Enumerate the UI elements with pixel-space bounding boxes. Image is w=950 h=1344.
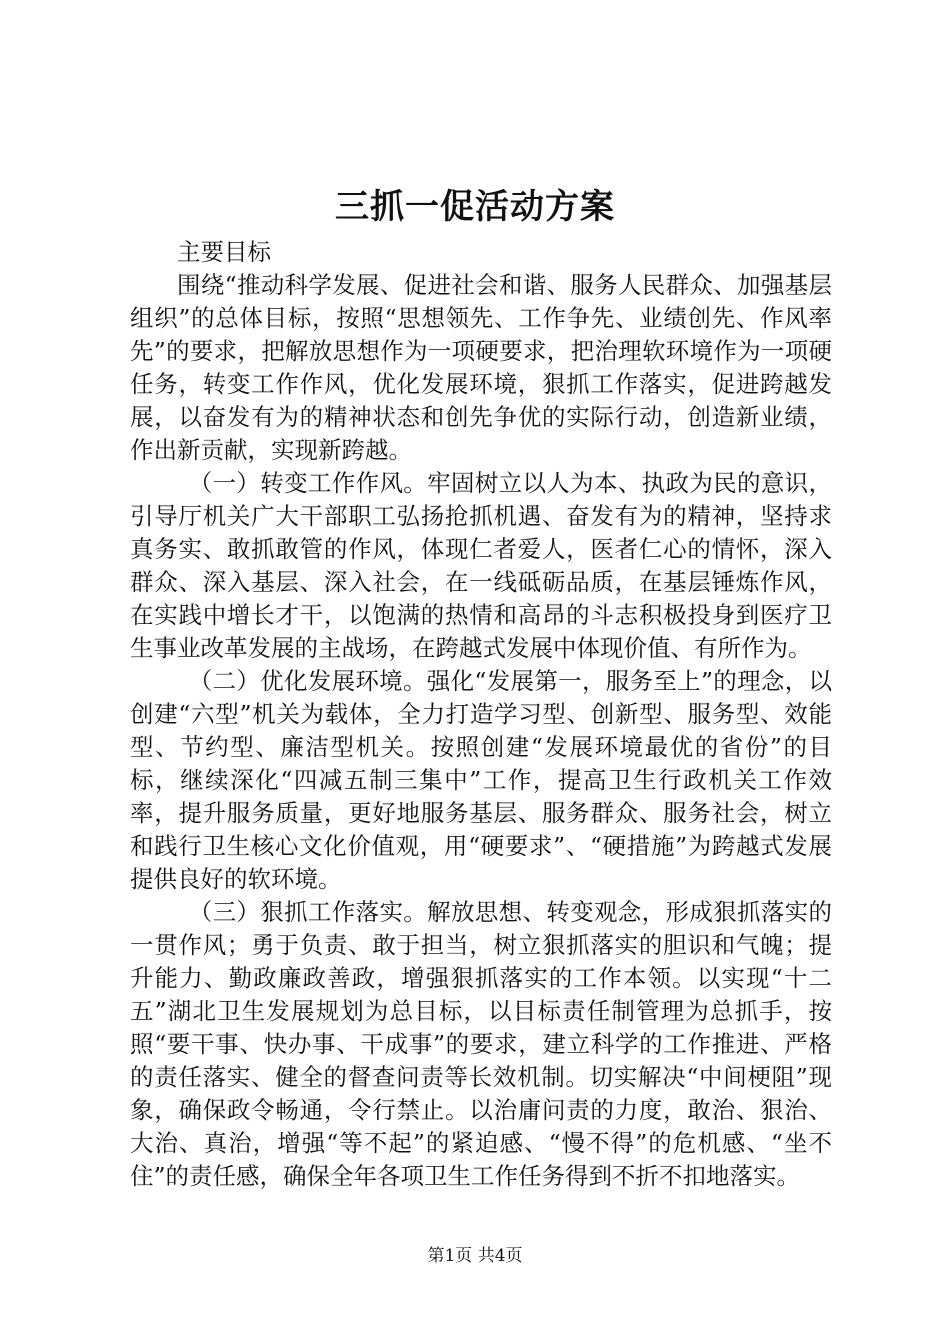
section-heading-main-goal: 主要目标 bbox=[177, 238, 271, 266]
paragraph-work-style: （一）转变工作作风。牢固树立以人为本、执政为民的意识，引导厅机关广大干部职工弘扬抢抓机遇、奋发有为的精神，坚持求真务实、敢抓敢管的作风，体现仁者爱人，医者仁心的情怀，深入群众、深入基层、深入社会，在一线砥砺品质，在基层锤炼作风，在实践中增长才干，以饱满的热情和高昂的斗志积极投身到医疗卫生事业改革发展的主战场，在跨越式发展中体现价值、有所作为。 bbox=[130, 469, 832, 662]
paragraph-overview: 围绕“推动科学发展、促进社会和谐、服务人民群众、加强基层组织”的总体目标，按照“思想领先、工作争先、业绩创先、作风率先”的要求，把解放思想作为一项硬要求，把治理软环境作为一项硬任务，转变工作作风，优化发展环境，狠抓工作落实，促进跨越发展，以奋发有为的精神状态和创先争优的实际行动，创造新业绩，作出新贡献，实现新跨越。 bbox=[130, 271, 832, 464]
paragraph-environment: （二）优化发展环境。强化“发展第一，服务至上”的理念，以创建“六型”机关为载体，全力打造学习型、创新型、服务型、效能型、节约型、廉洁型机关。按照创建“发展环境最优的省份”的目标，继续深化“四减五制三集中”工作，提高卫生行政机关工作效率，提升服务质量，更好地服务基层、服务群众、服务社会，树立和践行卫生核心文化价值观，用“硬要求”、“硬措施”为跨越式发展提供良好的软环境。 bbox=[130, 667, 832, 893]
page-number-footer: 第1页 共4页 bbox=[427, 1246, 523, 1266]
paragraph-implementation: （三）狠抓工作落实。解放思想、转变观念，形成狠抓落实的一贯作风；勇于负责、敢于担当，树立狠抓落实的胆识和气魄；提升能力、勤政廉政善政，增强狠抓落实的工作本领。以实现“十二五”湖北卫生发展规划为总目标，以目标责任制管理为总抓手，按照“要干事、快办事、干成事”的要求，建立科学的工作推进、严格的责任落实、健全的督查问责等长效机制。切实解决“中间梗阻”现象，确保政令畅通，令行禁止。以治庸问责的力度，敢治、狠治、大治、真治，增强“等不起”的紧迫感、“慢不得”的危机感、“坐不住”的责任感，确保全年各项卫生工作任务得到不折不扣地落实。 bbox=[130, 898, 832, 1190]
document-body bbox=[130, 236, 832, 1193]
document-title: 三抓一促活动方案 bbox=[335, 187, 615, 227]
